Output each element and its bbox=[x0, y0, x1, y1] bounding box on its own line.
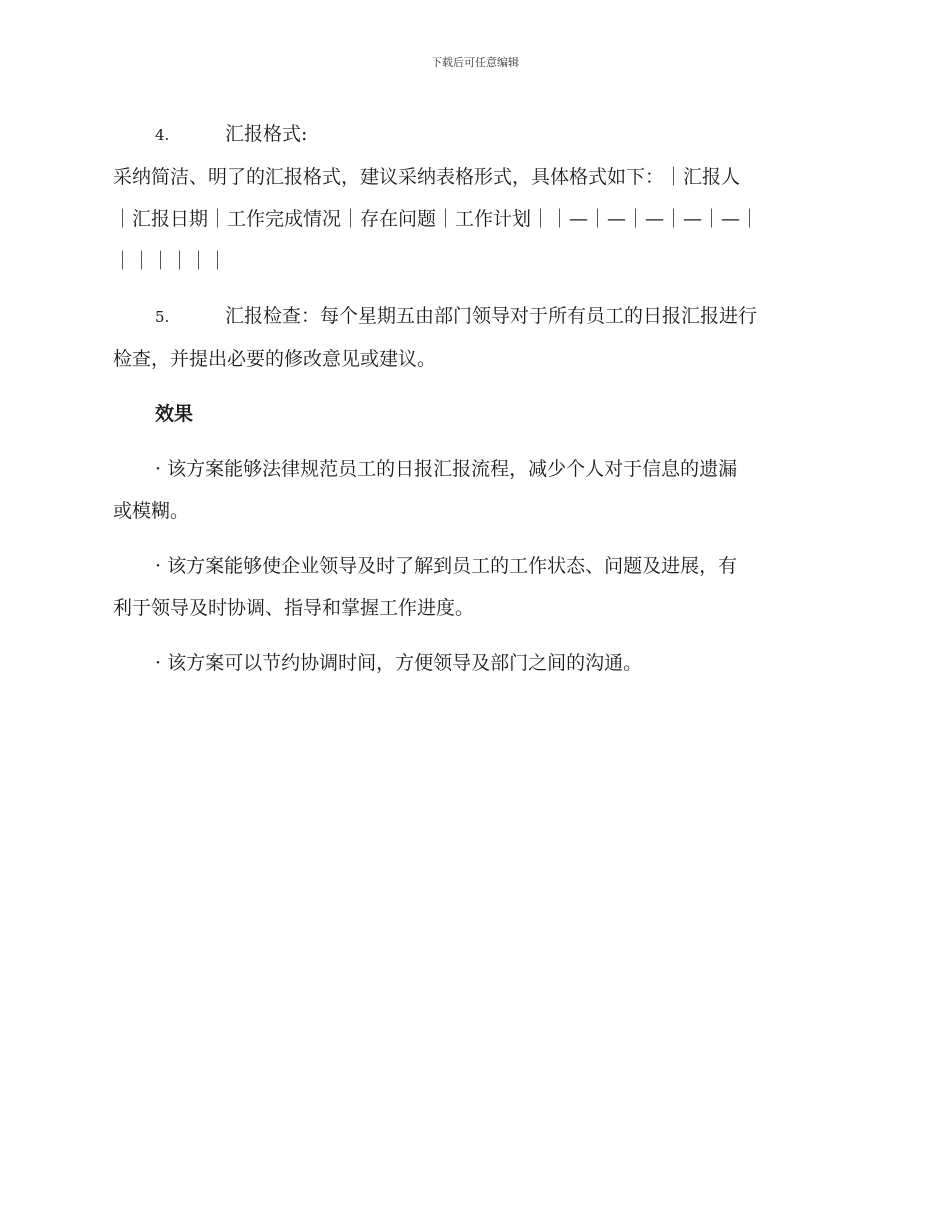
effect-bullet-1 bbox=[113, 448, 835, 532]
item-5-line-1 bbox=[155, 295, 835, 338]
effect-bullet-2-line-1: · 该方案能够使企业领导及时了解到员工的工作状态、问题及进展，有 bbox=[155, 555, 738, 577]
item-4-body-line-2: ｜汇报日期｜工作完成情况｜存在问题｜工作计划｜｜—｜—｜—｜—｜—｜ bbox=[113, 208, 760, 230]
effect-bullet-3 bbox=[113, 642, 835, 684]
item-4-body-line-3: ｜｜｜｜｜｜ bbox=[113, 250, 228, 272]
effect-bullet-2-line-2: 利于领导及时协调、指导和掌握工作进度。 bbox=[113, 597, 475, 619]
item-4-heading-line bbox=[155, 113, 835, 156]
item-5-number: 5. bbox=[155, 308, 170, 326]
item-4-body-line-1: 采纳简洁、明了的汇报格式，建议采纳表格形式，具体格式如下：｜汇报人 bbox=[113, 166, 741, 188]
page-header: 下载后可任意编辑 bbox=[431, 56, 519, 69]
document-body bbox=[113, 113, 835, 684]
item-4-number: 4. bbox=[155, 126, 170, 144]
effect-bullet-1-line-2: 或模糊。 bbox=[113, 500, 190, 522]
item-4 bbox=[113, 113, 835, 282]
effect-bullet-1-line-1: · 该方案能够法律规范员工的日报汇报流程，减少个人对于信息的遗漏 bbox=[155, 458, 738, 480]
effect-heading: 效果 bbox=[155, 403, 194, 425]
item-5-text: 汇报检查：每个星期五由部门领导对于所有员工的日报汇报进行 bbox=[225, 305, 758, 327]
effect-bullet-2 bbox=[113, 545, 835, 629]
item-5 bbox=[113, 295, 835, 380]
effect-bullet-3-line-1: · 该方案可以节约协调时间，方便领导及部门之间的沟通。 bbox=[155, 652, 643, 674]
item-4-title: 汇报格式: bbox=[225, 123, 308, 145]
item-5-line-2: 检查，并提出必要的修改意见或建议。 bbox=[113, 348, 437, 370]
